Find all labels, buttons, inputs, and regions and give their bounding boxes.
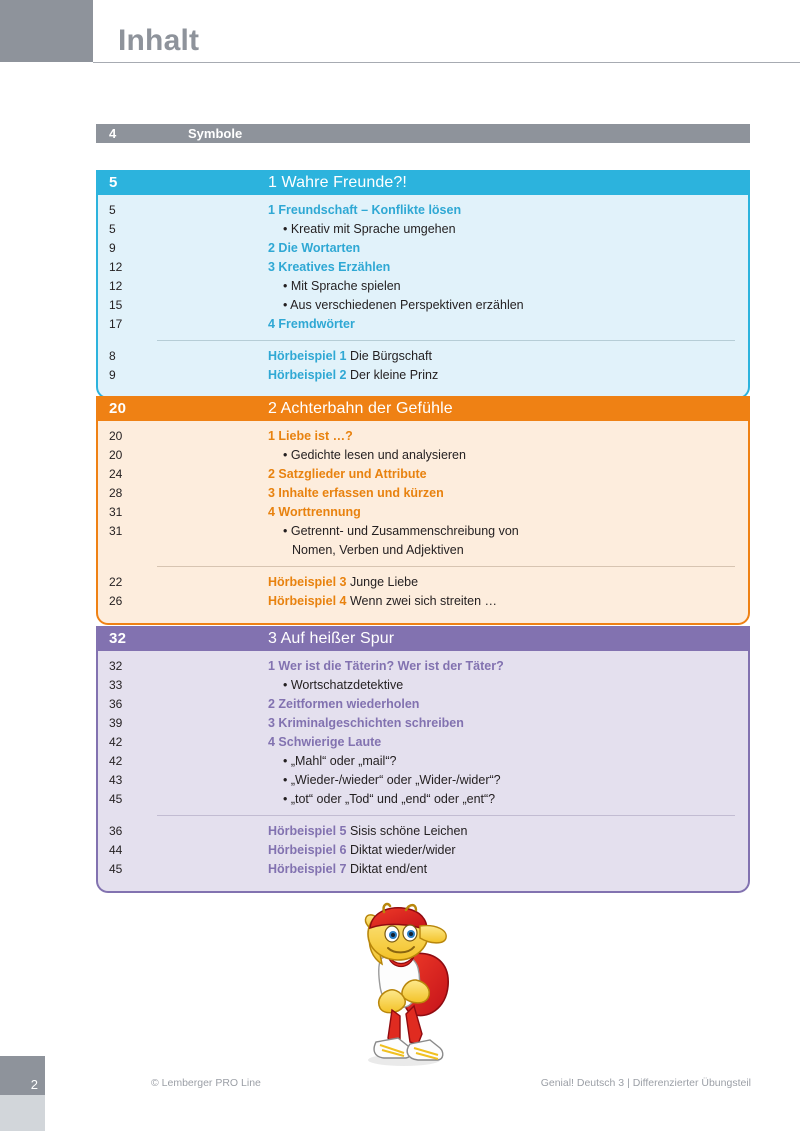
toc-entry-row[interactable]	[98, 315, 748, 334]
toc-entry-page: 9	[109, 241, 116, 255]
toc-entry-page: 45	[109, 792, 123, 806]
audio-example-title: Diktat wieder/wider	[346, 843, 456, 857]
section-separator	[157, 566, 735, 567]
toc-entry-page: 43	[109, 773, 123, 787]
audio-example-title: Wenn zwei sich streiten …	[346, 594, 498, 608]
chapter-page-number: 20	[109, 400, 127, 417]
toc-entry-row[interactable]	[98, 541, 748, 560]
toc-entry-row[interactable]	[98, 465, 748, 484]
header-corner-block	[0, 0, 93, 62]
toc-entry-page: 20	[109, 448, 123, 462]
toc-entry-page: 5	[109, 222, 116, 236]
toc-entry-page: 20	[109, 429, 123, 443]
chapter-title: 1 Wahre Freunde?!	[268, 173, 407, 191]
chapter-block-2	[96, 396, 750, 625]
audio-example-page: 8	[109, 349, 116, 363]
chapter-body-2	[96, 421, 750, 625]
toc-entry-row[interactable]	[98, 277, 748, 296]
section-separator	[157, 340, 735, 341]
audio-example-text	[268, 573, 418, 592]
toc-entry-row[interactable]	[98, 752, 748, 771]
audio-example-row[interactable]	[98, 366, 748, 385]
footer-edition: Genial! Deutsch 3 | Differenzierter Übungsteil	[540, 1077, 751, 1089]
audio-example-title: Junge Liebe	[346, 575, 419, 589]
audio-example-page: 22	[109, 575, 123, 589]
audio-example-row[interactable]	[98, 822, 748, 841]
toc-entry-row[interactable]	[98, 239, 748, 258]
audio-example-title: Der kleine Prinz	[346, 368, 439, 382]
toc-entry-text: 2 Zeitformen wiederholen	[268, 697, 420, 711]
toc-entry-text: 1 Wer ist die Täterin? Wer ist der Täter?	[268, 659, 504, 673]
audio-example-label: Hörbeispiel 4	[268, 594, 347, 608]
toc-entry-row[interactable]	[98, 427, 748, 446]
audio-example-row[interactable]	[98, 592, 748, 611]
audio-example-text	[268, 347, 432, 366]
toc-entry-page: 15	[109, 298, 123, 312]
toc-entry-text: • Getrennt- und Zusammenschreibung von	[283, 524, 519, 538]
audio-example-row[interactable]	[98, 860, 748, 879]
toc-entry-row[interactable]	[98, 771, 748, 790]
audio-example-label: Hörbeispiel 5	[268, 824, 347, 838]
audio-example-page: 45	[109, 862, 123, 876]
toc-entry-text: Nomen, Verben und Adjektiven	[292, 543, 464, 557]
audio-example-label: Hörbeispiel 1	[268, 349, 347, 363]
audio-example-page: 36	[109, 824, 123, 838]
toc-entry-text: • „Mahl“ oder „mail“?	[283, 754, 397, 768]
audio-example-row[interactable]	[98, 347, 748, 366]
chapter-header-2[interactable]	[96, 396, 750, 421]
audio-example-page: 44	[109, 843, 123, 857]
symbole-bar[interactable]	[96, 124, 750, 143]
audio-example-text	[268, 822, 467, 841]
chapter-title: 3 Auf heißer Spur	[268, 629, 395, 647]
toc-entry-text: 4 Fremdwörter	[268, 317, 355, 331]
toc-entry-row[interactable]	[98, 522, 748, 541]
audio-example-label: Hörbeispiel 6	[268, 843, 347, 857]
toc-entry-page: 31	[109, 505, 123, 519]
footer-accent-block	[0, 1095, 45, 1131]
toc-entry-text: 1 Freundschaft – Konflikte lösen	[268, 203, 462, 217]
toc-entry-row[interactable]	[98, 220, 748, 239]
toc-entry-page: 12	[109, 279, 123, 293]
toc-entry-text: • Aus verschiedenen Perspektiven erzählen	[283, 298, 524, 312]
audio-example-text	[268, 841, 456, 860]
toc-entry-page: 32	[109, 659, 123, 673]
toc-entry-text: 4 Schwierige Laute	[268, 735, 382, 749]
toc-entry-row[interactable]	[98, 695, 748, 714]
toc-entry-page: 31	[109, 524, 123, 538]
toc-entry-row[interactable]	[98, 484, 748, 503]
chapter-block-3	[96, 626, 750, 893]
footer-page-block	[0, 1056, 45, 1095]
toc-entry-page: 42	[109, 754, 123, 768]
audio-example-row[interactable]	[98, 841, 748, 860]
audio-example-text	[268, 592, 497, 611]
toc-entry-row[interactable]	[98, 503, 748, 522]
toc-entry-row[interactable]	[98, 714, 748, 733]
toc-entry-text: • „Wieder-/wieder“ oder „Wider-/wider“?	[283, 773, 501, 787]
chapter-block-1	[96, 170, 750, 399]
toc-entry-text: • Gedichte lesen und analysieren	[283, 448, 466, 462]
toc-entry-page: 42	[109, 735, 123, 749]
toc-entry-text: 1 Liebe ist …?	[268, 429, 353, 443]
ant-mascot-illustration	[332, 902, 472, 1070]
chapter-body-1	[96, 195, 750, 399]
toc-entry-text: 2 Die Wortarten	[268, 241, 361, 255]
audio-example-label: Hörbeispiel 7	[268, 862, 347, 876]
audio-example-row[interactable]	[98, 573, 748, 592]
toc-entry-page: 33	[109, 678, 123, 692]
toc-entry-row[interactable]	[98, 790, 748, 809]
audio-example-text	[268, 366, 438, 385]
toc-entry-text: 2 Satzglieder und Attribute	[268, 467, 427, 481]
symbole-page-number: 4	[109, 126, 117, 141]
audio-example-label: Hörbeispiel 3	[268, 575, 347, 589]
toc-entry-text: • Kreativ mit Sprache umgehen	[283, 222, 456, 236]
toc-entry-row[interactable]	[98, 201, 748, 220]
toc-entry-page: 28	[109, 486, 123, 500]
toc-entry-page: 39	[109, 716, 123, 730]
toc-entry-page: 24	[109, 467, 123, 481]
chapter-header-3[interactable]	[96, 626, 750, 651]
toc-entry-page: 17	[109, 317, 123, 331]
toc-entry-text: • Wortschatzdetektive	[283, 678, 404, 692]
toc-entry-row[interactable]	[98, 657, 748, 676]
chapter-header-1[interactable]	[96, 170, 750, 195]
toc-entry-text: 3 Kreatives Erzählen	[268, 260, 391, 274]
section-separator	[157, 815, 735, 816]
audio-example-text	[268, 860, 427, 879]
toc-entry-text: 4 Worttrennung	[268, 505, 361, 519]
audio-example-page: 9	[109, 368, 116, 382]
toc-entry-row[interactable]	[98, 258, 748, 277]
toc-entry-text: 3 Inhalte erfassen und kürzen	[268, 486, 444, 500]
audio-example-title: Die Bürgschaft	[346, 349, 432, 363]
toc-entry-row[interactable]	[98, 676, 748, 695]
audio-example-label: Hörbeispiel 2	[268, 368, 347, 382]
toc-entry-row[interactable]	[98, 446, 748, 465]
audio-example-title: Sisis schöne Leichen	[346, 824, 468, 838]
toc-entry-row[interactable]	[98, 296, 748, 315]
page-title: Inhalt	[118, 24, 200, 57]
footer-copyright: © Lemberger PRO Line	[151, 1077, 261, 1089]
chapter-page-number: 5	[109, 174, 118, 191]
header-divider	[93, 62, 800, 63]
audio-example-title: Diktat end/ent	[346, 862, 428, 876]
toc-entry-page: 5	[109, 203, 116, 217]
symbole-label: Symbole	[188, 126, 243, 141]
toc-entry-page: 36	[109, 697, 123, 711]
footer-page-number: 2	[30, 1077, 38, 1092]
chapter-body-3	[96, 651, 750, 893]
audio-example-page: 26	[109, 594, 123, 608]
toc-entry-text: 3 Kriminalgeschichten schreiben	[268, 716, 464, 730]
toc-entry-text: • Mit Sprache spielen	[283, 279, 401, 293]
toc-entry-row[interactable]	[98, 733, 748, 752]
chapter-title: 2 Achterbahn der Gefühle	[268, 399, 453, 417]
chapter-page-number: 32	[109, 630, 127, 647]
toc-entry-text: • „tot“ oder „Tod“ und „end“ oder „ent“?	[283, 792, 496, 806]
toc-entry-page: 12	[109, 260, 123, 274]
